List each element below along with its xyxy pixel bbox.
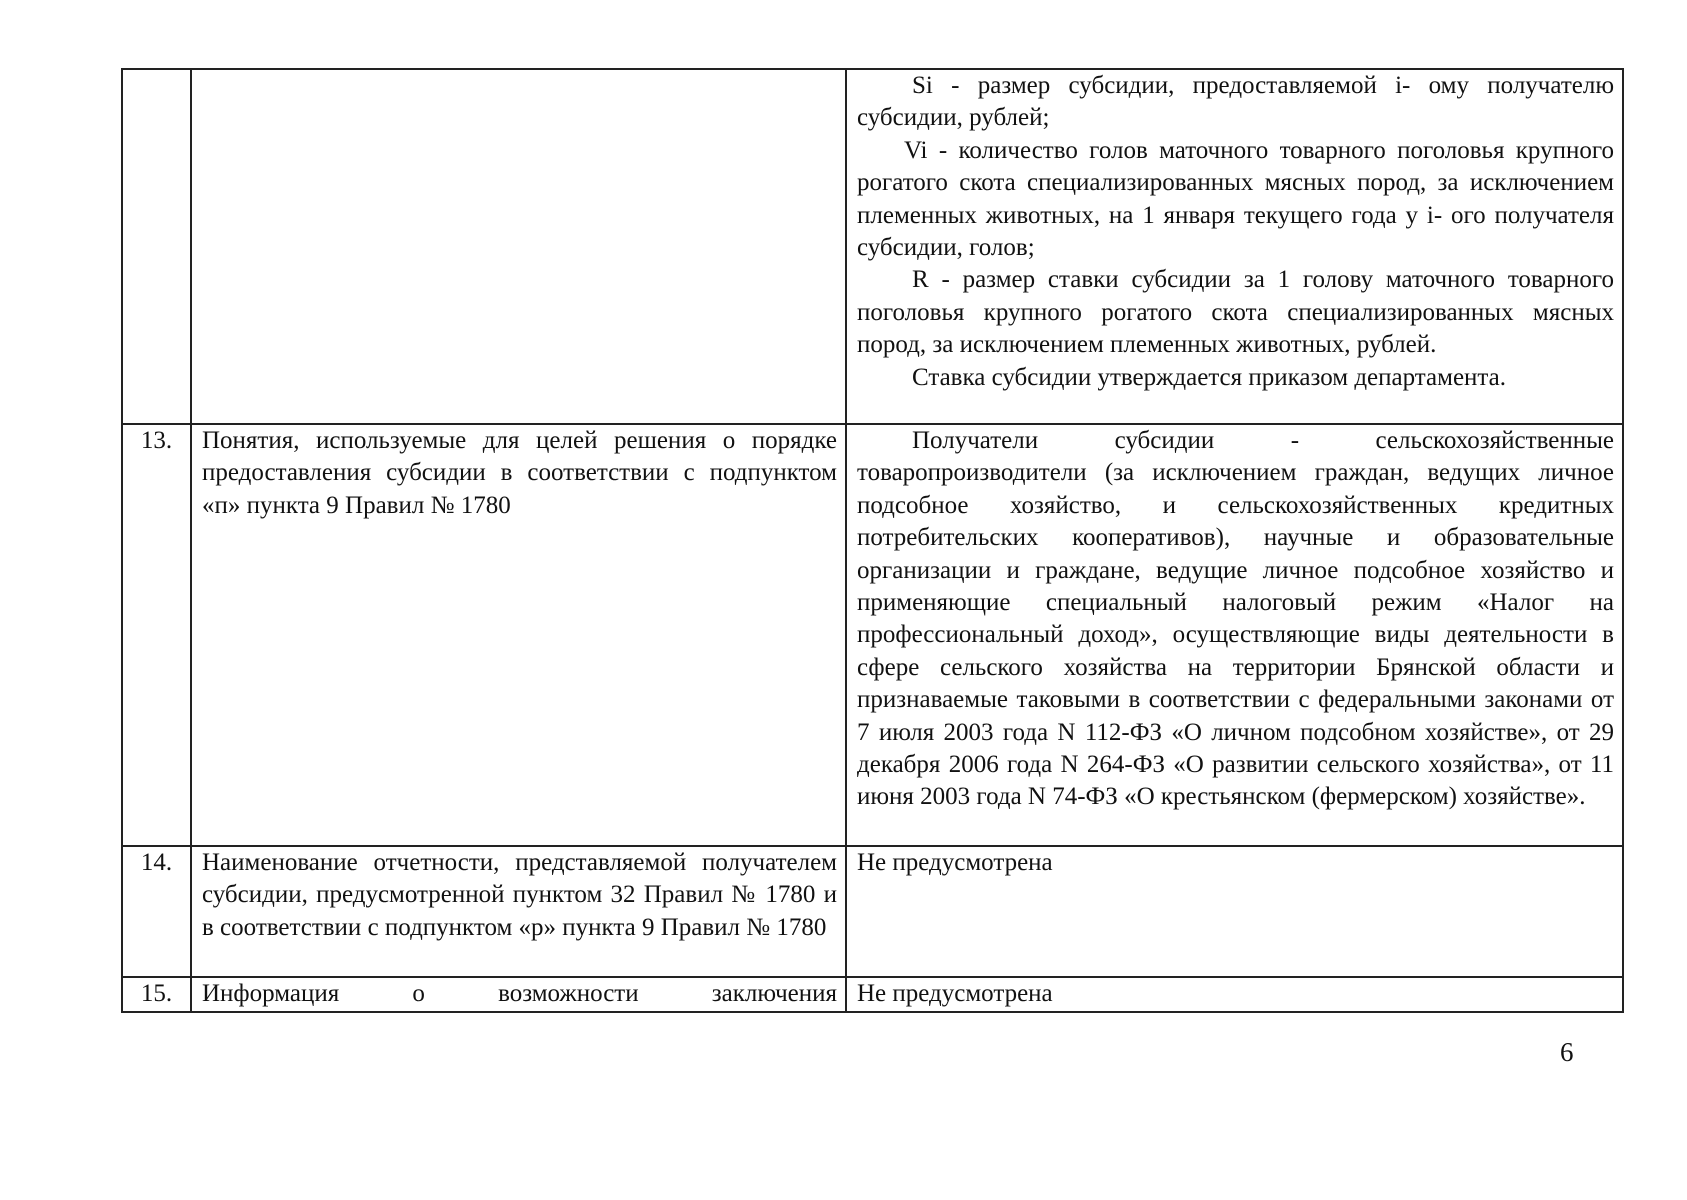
- row-name-cell: [191, 846, 846, 977]
- row-number-cell: 14.: [122, 846, 191, 977]
- row-content-cell: [846, 977, 1623, 1012]
- page-number: 6: [1560, 1037, 1574, 1067]
- content-paragraph: R - размер ставки субсидии за 1 голову маточного товарного поголовья крупного рогатого скота специализированных мясных пород, за исключением племенных животных, рублей.: [857, 266, 1614, 359]
- content-paragraph: Получатели субсидии - сельскохозяйственные товаропроизводители (за исключением граждан, ведущих личное подсобное хозяйство, и сельскохозяйственных кредитных потребительских кооперативов), научные и образовательные организации и граждане, ведущие личное подсобное хозяйство и применяющие специальный налоговый режим «Налог на профессиональный доход», осуществляющие виды деятельности в сфере сельского хозяйства на территории Брянской области и признаваемые таковыми в соответствии с федеральными законами от 7 июля 2003 года N 112-ФЗ «О личном подсобном хозяйстве», от 29 декабря 2006 года N 264-ФЗ «О развитии сельского хозяйства», от 11 июня 2003 года N 74-ФЗ «О крестьянском (фермерском) хозяйстве».: [857, 427, 1614, 811]
- table-row: [122, 846, 1623, 977]
- row-name-cell: [191, 69, 846, 424]
- row-content-cell: [846, 424, 1623, 846]
- regulation-table: [121, 68, 1624, 1013]
- table-row: [122, 424, 1623, 846]
- row-name-cell: [191, 977, 846, 1012]
- content-paragraph: Si - размер субсидии, предоставляемой i- ому получателю субсидии, рублей;: [857, 72, 1614, 132]
- content-paragraph: Vi - количество голов маточного товарного поголовья крупного рогатого скота специализированных мясных пород, за исключением племенных животных, на 1 января текущего года у i- ого получателя субсидии, голов;: [857, 136, 1614, 262]
- table-row: [122, 69, 1623, 424]
- row-content-cell: [846, 69, 1623, 424]
- row-number-cell: 13.: [122, 424, 191, 846]
- content-paragraph: Не предусмотрена: [857, 980, 1053, 1007]
- table-row: [122, 977, 1623, 1012]
- row-name-text: Наименование отчетности, представляемой получателем субсидии, предусмотренной пунктом 32 Правил № 1780 и в соответствии с подпунктом «р» пункта 9 Правил № 1780: [202, 849, 837, 941]
- row-number-cell: 15.: [122, 977, 191, 1012]
- content-paragraph: Не предусмотрена: [857, 849, 1053, 876]
- row-name-text: Понятия, используемые для целей решения о порядке предоставления субсидии в соответствии с подпунктом «п» пункта 9 Правил № 1780: [202, 427, 837, 519]
- row-name-cell: [191, 424, 846, 846]
- content-paragraph: Ставка субсидии утверждается приказом департамента.: [912, 363, 1506, 391]
- row-number-cell: [122, 69, 191, 424]
- row-name-text: Информация о возможности заключения: [202, 980, 837, 1007]
- row-content-cell: [846, 846, 1623, 977]
